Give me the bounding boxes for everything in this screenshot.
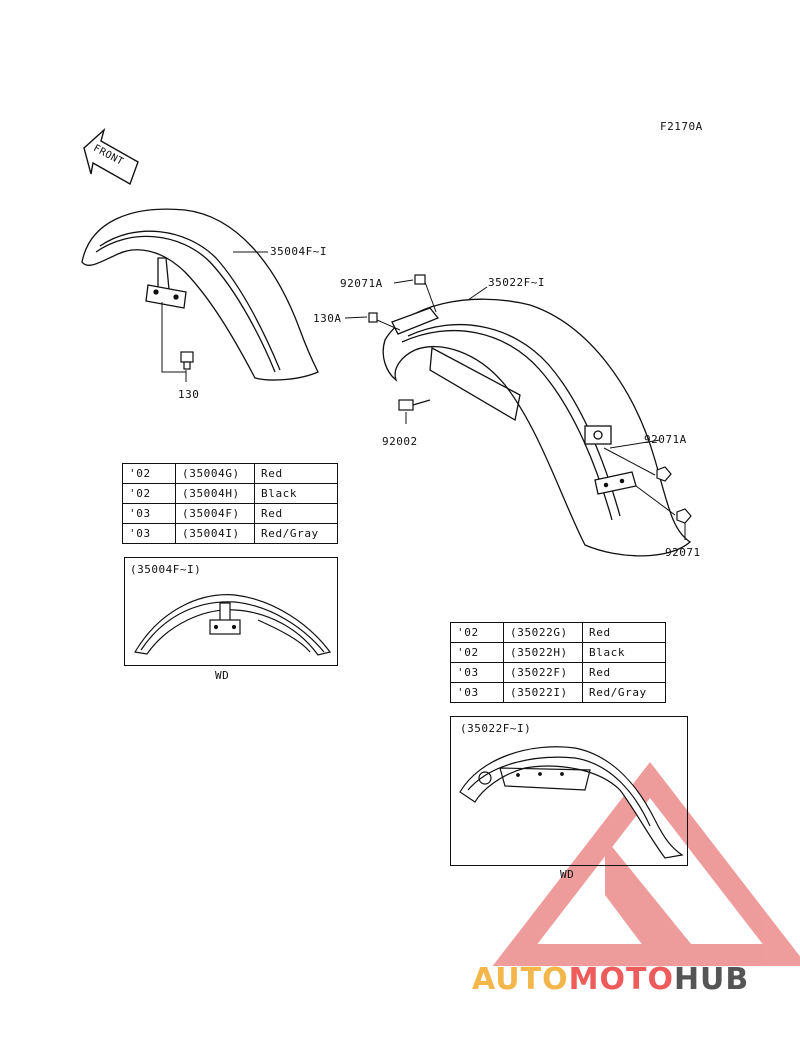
logo-part-moto: MOTO	[568, 962, 674, 997]
nut-92071a-top-icon	[415, 275, 425, 284]
bolt-130a-icon	[369, 313, 377, 322]
nut-92071a-right-icon	[657, 467, 671, 481]
callout-rear-fender: 35022F~I	[488, 276, 545, 289]
rear-fender-drawing	[383, 299, 690, 556]
logo-part-auto: AUTO	[472, 962, 569, 997]
callout-rear-nut-bottom: 92071	[665, 546, 701, 559]
figure-code: F2170A	[660, 120, 703, 133]
table-row: '02 (35022H) Black	[451, 643, 666, 663]
stud-92002-icon	[399, 400, 430, 410]
front-marker-label: FRONT	[91, 142, 126, 169]
table-row: '02 (35004H) Black	[123, 484, 338, 504]
rear-inset-box	[450, 716, 688, 866]
table-row: '03 (35004F) Red	[123, 504, 338, 524]
rear-inset-caption: WD	[560, 868, 575, 881]
rear-fender-variant-table	[450, 622, 666, 703]
callout-rear-stud: 92002	[382, 435, 418, 448]
rear-inset-title: (35022F~I)	[460, 722, 532, 735]
bolt-130-icon	[181, 352, 193, 369]
table-row: '03 (35022I) Red/Gray	[451, 683, 666, 703]
front-inset-caption: WD	[215, 669, 230, 682]
front-fender-variant-table	[122, 463, 338, 544]
front-fender-drawing	[82, 209, 318, 380]
watermark-logo	[472, 962, 749, 997]
callout-front-bolt: 130	[178, 388, 200, 401]
table-row: '02 (35022G) Red	[451, 623, 666, 643]
table-row: '02 (35004G) Red	[123, 464, 338, 484]
front-inset-title: (35004F~I)	[130, 563, 202, 576]
table-row: '03 (35022F) Red	[451, 663, 666, 683]
callout-rear-nut-right: 92071A	[644, 433, 687, 446]
table-row: '03 (35004I) Red/Gray	[123, 524, 338, 544]
callout-rear-bolt-top: 130A	[313, 312, 342, 325]
callout-front-fender: 35004F~I	[270, 245, 327, 258]
callout-rear-nut-top: 92071A	[340, 277, 383, 290]
nut-92071-bottom-icon	[677, 509, 691, 523]
logo-part-hub: HUB	[673, 962, 750, 997]
